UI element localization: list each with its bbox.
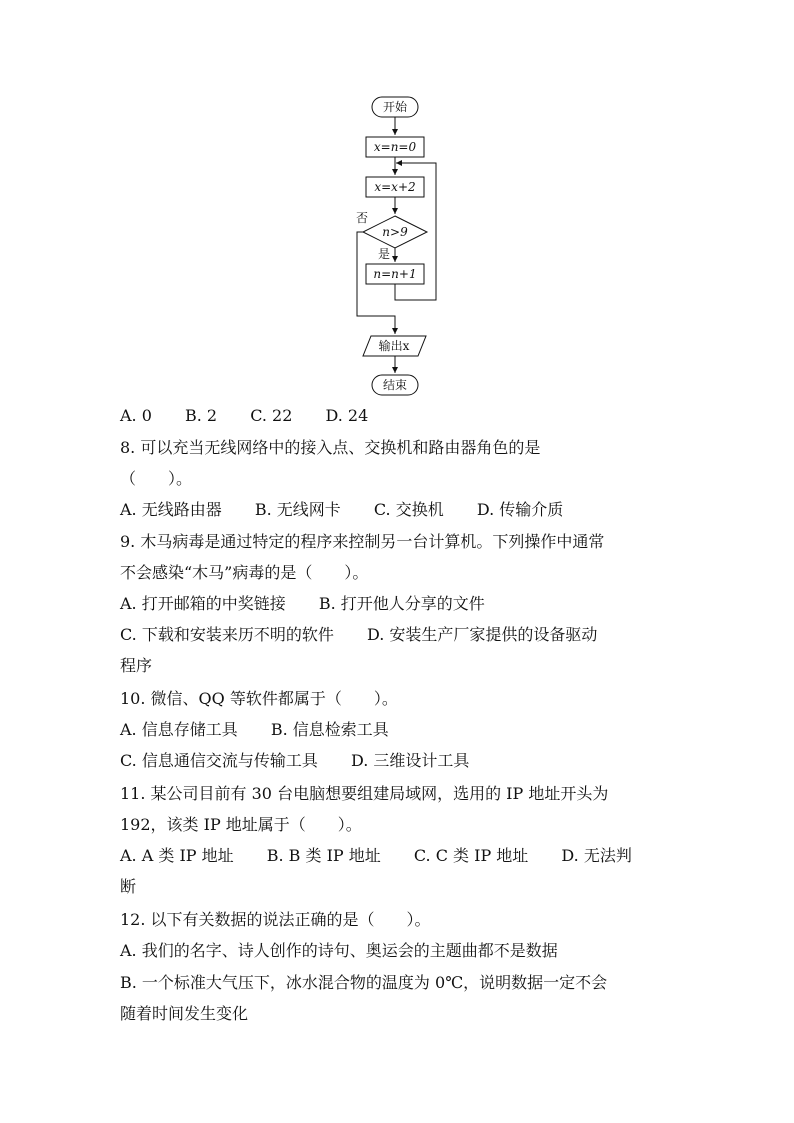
q7-option-b[interactable]: B. 2	[185, 406, 218, 425]
q10-option-b[interactable]: B. 信息检索工具	[270, 720, 389, 739]
q11-option-d-continued: 断	[120, 877, 137, 896]
end-label: 结束	[382, 378, 408, 392]
q11-option-c[interactable]: C. C 类 IP 地址	[413, 846, 529, 865]
q8-stem-line1: 8. 可以充当无线网络中的接入点、交换机和路由器角色的是	[120, 438, 541, 457]
condition-label: n>9	[382, 225, 408, 239]
q11-stem-line2: 192，该类 IP 地址属于（ ）。	[120, 815, 362, 834]
q7-options	[120, 406, 368, 426]
no-label: 否	[356, 211, 369, 225]
q7-option-c[interactable]: C. 22	[250, 406, 293, 425]
flowchart	[0, 0, 794, 410]
q9-option-d-continued: 程序	[120, 656, 153, 675]
q8-option-a[interactable]: A. 无线路由器	[120, 500, 222, 519]
q8-option-d[interactable]: D. 传输介质	[476, 500, 564, 519]
start-label: 开始	[382, 100, 408, 114]
q7-option-a[interactable]: A. 0	[120, 406, 152, 425]
q12-option-b-continued: 随着时间发生变化	[120, 1004, 249, 1023]
output-label: 输出x	[378, 339, 410, 353]
q9-stem-line2: 不会感染“木马”病毒的是（ ）。	[120, 563, 369, 582]
q9-option-a[interactable]: A. 打开邮箱的中奖链接	[120, 594, 286, 613]
q11-option-b[interactable]: B. B 类 IP 地址	[266, 846, 381, 865]
step-label: x=x+2	[374, 180, 416, 194]
q8-options	[120, 500, 563, 520]
q11-option-a[interactable]: A. A 类 IP 地址	[120, 846, 234, 865]
q10-stem: 10. 微信、QQ 等软件都属于（ ）。	[120, 689, 398, 708]
q9-options-row1	[120, 594, 485, 614]
q10-option-c[interactable]: C. 信息通信交流与传输工具	[120, 751, 318, 770]
q11-options-row1	[120, 846, 632, 866]
increment-label: n=n+1	[373, 267, 417, 281]
q8-stem-line2: （ ）。	[120, 469, 193, 488]
q12-option-b[interactable]: B. 一个标准大气压下，冰水混合物的温度为 0℃，说明数据一定不会	[120, 973, 608, 992]
q10-options-row1	[120, 720, 389, 740]
q9-option-b[interactable]: B. 打开他人分享的文件	[318, 594, 485, 613]
q9-stem-line1: 9. 木马病毒是通过特定的程序来控制另一台计算机。下列操作中通常	[120, 532, 605, 551]
q11-stem-line1: 11. 某公司目前有 30 台电脑想要组建局域网，选用的 IP 地址开头为	[120, 784, 609, 803]
q12-stem: 12. 以下有关数据的说法正确的是（ ）。	[120, 910, 431, 929]
init-label: x=n=0	[373, 140, 417, 154]
q9-option-c[interactable]: C. 下载和安装来历不明的软件	[120, 625, 334, 644]
q11-option-d[interactable]: D. 无法判	[561, 846, 632, 865]
yes-label: 是	[378, 247, 391, 261]
q9-option-d[interactable]: D. 安装生产厂家提供的设备驱动	[366, 625, 598, 644]
q10-option-d[interactable]: D. 三维设计工具	[350, 751, 470, 770]
q7-option-d[interactable]: D. 24	[325, 406, 369, 425]
q12-option-a[interactable]: A. 我们的名字、诗人创作的诗句、奥运会的主题曲都不是数据	[120, 941, 558, 960]
q9-options-row2	[120, 625, 597, 645]
q8-option-b[interactable]: B. 无线网卡	[254, 500, 341, 519]
q10-option-a[interactable]: A. 信息存储工具	[120, 720, 238, 739]
q10-options-row2	[120, 751, 469, 771]
q8-option-c[interactable]: C. 交换机	[373, 500, 444, 519]
